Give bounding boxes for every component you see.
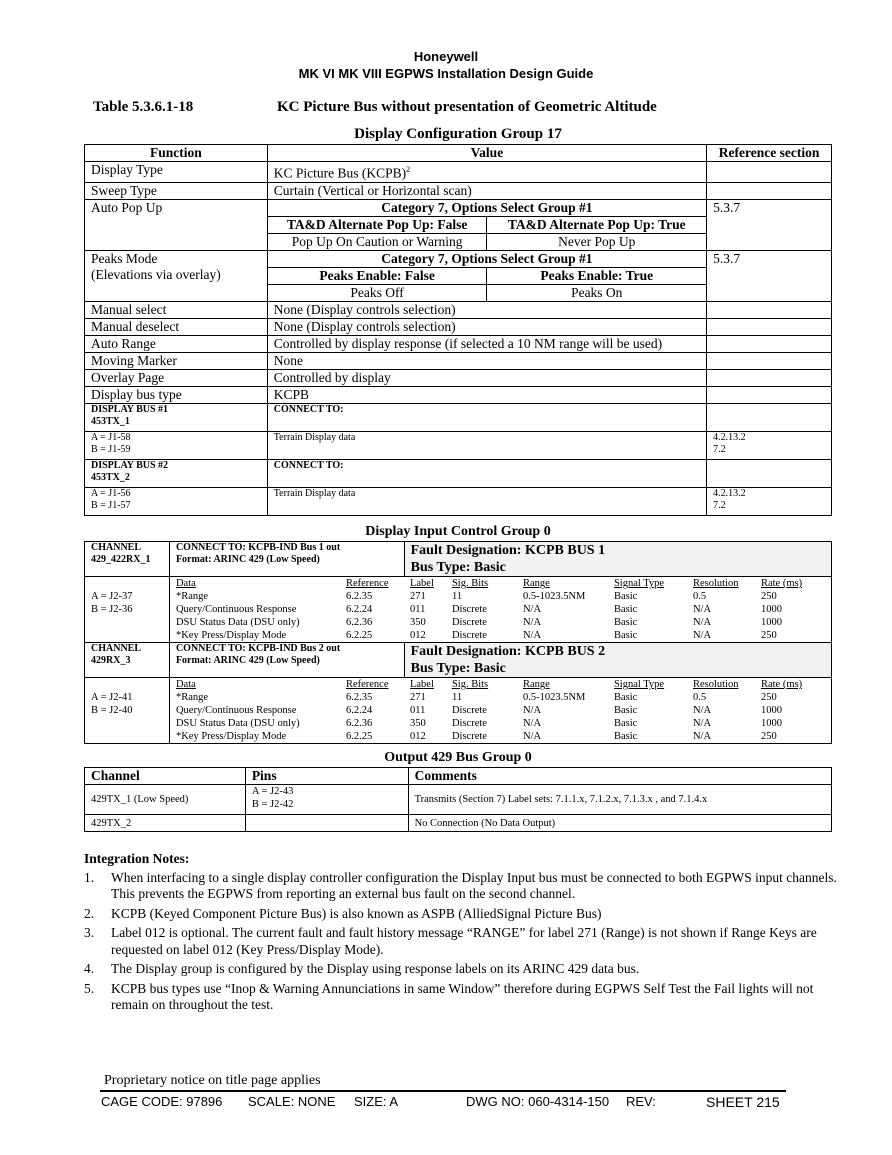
category-heading: Category 7, Options Select Group #1 <box>268 200 706 217</box>
input-group-title: Display Input Control Group 0 <box>365 524 551 539</box>
reference-cell <box>707 386 832 403</box>
table-row <box>85 487 832 515</box>
col-resolution: Resolution <box>692 679 739 690</box>
label-range: N/A <box>522 604 542 615</box>
bus-data-cell: Terrain Display data <box>267 431 706 459</box>
label-reference: 6.2.25 <box>345 630 373 641</box>
pin-b: B = J2-40 <box>91 705 133 716</box>
list-item <box>84 961 844 978</box>
label-reference: 6.2.36 <box>345 718 373 729</box>
table-name: KC Picture Bus without presentation of Geometric Altitude <box>277 99 657 115</box>
label-rate: 250 <box>760 731 777 742</box>
table-row <box>176 730 831 743</box>
label-range: 0.5-1023.5NM <box>522 591 586 602</box>
label-range: N/A <box>522 705 542 716</box>
option-false-value: Peaks Off <box>268 284 487 301</box>
pin-a: A = J1-56 <box>91 487 131 499</box>
label-sig-bits: Discrete <box>451 630 487 641</box>
fault-designation <box>404 542 831 577</box>
channel-id: 429_422RX_1 <box>91 554 151 565</box>
table-row <box>85 403 832 431</box>
reference-cell: 5.3.7 <box>707 250 832 301</box>
reference-cell <box>707 182 832 199</box>
label-resolution: N/A <box>692 604 712 615</box>
reference-1: 4.2.13.2 <box>713 431 746 443</box>
note-number: 4. <box>84 961 95 976</box>
note-text: Label 012 is optional. The current fault and fault history message “RANGE” for label 271 (Range) is not shown if Range Keys are requested on label 012 (Key Press/Display Mode). <box>111 925 817 957</box>
value-cell: Controlled by display response (if selected a 10 NM range will be used) <box>267 335 706 352</box>
channel-cell: 429TX_1 (Low Speed) <box>85 785 246 815</box>
output-table <box>84 767 832 832</box>
options-subtable <box>268 200 706 250</box>
label-sig-bits: Discrete <box>451 617 487 628</box>
label-reference: 6.2.24 <box>345 705 373 716</box>
bus-id: 453TX_2 <box>91 471 130 483</box>
col-header-comments: Comments <box>408 768 831 785</box>
table-row <box>176 691 831 704</box>
table-row <box>85 352 832 369</box>
value-cell <box>267 199 706 250</box>
bus-name: DISPLAY BUS #2 <box>91 459 169 471</box>
channel-data-row <box>85 678 832 744</box>
col-reference: Reference <box>345 578 389 589</box>
option-true-heading: Peaks Enable: True <box>487 267 706 284</box>
note-number: 3. <box>84 925 95 940</box>
connect-to: CONNECT TO: KCPB-IND Bus 1 out <box>175 542 341 553</box>
col-header-function: Function <box>85 145 268 162</box>
col-data: Data <box>175 578 196 589</box>
function-cell: Overlay Page <box>85 369 268 386</box>
label-signal-type: Basic <box>613 591 638 602</box>
label-resolution: N/A <box>692 617 712 628</box>
value-cell: None (Display controls selection) <box>267 318 706 335</box>
table-row <box>176 590 831 603</box>
comment-cell: Transmits (Section 7) Label sets: 7.1.1.x, 7.1.2.x, 7.1.3.x , and 7.1.4.x <box>408 785 831 815</box>
reference-cell <box>707 352 832 369</box>
label-table <box>176 577 831 642</box>
label-signal-type: Basic <box>613 718 638 729</box>
label-rate: 1000 <box>760 617 782 628</box>
pin-a: A = J2-43 <box>251 786 294 797</box>
input-table <box>84 541 832 744</box>
label-number: 011 <box>409 604 426 615</box>
col-reference: Reference <box>345 679 389 690</box>
function-subtext: (Elevations via overlay) <box>91 266 221 282</box>
notes-list <box>84 870 844 1014</box>
label-resolution: 0.5 <box>692 591 707 602</box>
label-number: 350 <box>409 718 426 729</box>
fault-designation-text: Fault Designation: KCPB BUS 2 <box>410 644 606 659</box>
reference-cell <box>707 403 832 431</box>
label-signal-type: Basic <box>613 731 638 742</box>
col-header-reference: Reference section <box>707 145 832 162</box>
label-range: N/A <box>522 617 542 628</box>
label-reference: 6.2.25 <box>345 731 373 742</box>
label-data: Query/Continuous Response <box>175 705 297 716</box>
label-range: N/A <box>522 718 542 729</box>
label-number: 012 <box>409 731 426 742</box>
channel-labels-cell <box>169 678 831 744</box>
pin-a: A = J2-41 <box>91 692 133 703</box>
table-row <box>85 301 832 318</box>
function-cell: Manual deselect <box>85 318 268 335</box>
label-signal-type: Basic <box>613 705 638 716</box>
table-row <box>85 162 832 183</box>
label-data: DSU Status Data (DSU only) <box>175 617 300 628</box>
col-header-pins: Pins <box>245 768 408 785</box>
notes-title: Integration Notes: <box>84 851 190 866</box>
fault-designation <box>404 643 831 678</box>
channel-connect <box>169 542 404 577</box>
col-range: Range <box>522 578 550 589</box>
note-text: The Display group is configured by the Display using response labels on its ARINC 429 data bus. <box>111 961 640 976</box>
col-label: Label <box>409 578 434 589</box>
proprietary-notice: Proprietary notice on title page applies <box>104 1073 321 1088</box>
function-cell: Sweep Type <box>85 182 268 199</box>
label-signal-type: Basic <box>613 604 638 615</box>
table-row <box>85 199 832 250</box>
label-number: 271 <box>409 591 426 602</box>
reference-cell <box>707 162 832 183</box>
note-number: 1. <box>84 869 95 885</box>
channel-label: CHANNEL <box>91 643 142 654</box>
function-cell <box>85 250 268 301</box>
pin-a: A = J1-58 <box>91 431 131 443</box>
label-reference: 6.2.36 <box>345 617 373 628</box>
label-range: 0.5-1023.5NM <box>522 692 586 703</box>
function-text: Peaks Mode <box>91 250 158 266</box>
bus-type-text: Bus Type: Basic <box>410 661 506 676</box>
table-row <box>176 717 831 730</box>
label-resolution: N/A <box>692 718 712 729</box>
col-rate: Rate (ms) <box>760 679 803 690</box>
label-reference: 6.2.35 <box>345 591 373 602</box>
label-table <box>176 678 831 743</box>
pin-b: B = J2-42 <box>251 799 294 810</box>
table-row <box>176 704 831 717</box>
channel-label: CHANNEL <box>91 542 142 553</box>
value-cell: KCPB <box>267 386 706 403</box>
label-data: DSU Status Data (DSU only) <box>175 718 300 729</box>
function-cell: Moving Marker <box>85 352 268 369</box>
function-cell: Auto Pop Up <box>85 199 268 250</box>
label-number: 350 <box>409 617 426 628</box>
label-signal-type: Basic <box>613 630 638 641</box>
display-bus-1-name <box>85 403 268 431</box>
label-rate: 1000 <box>760 604 782 615</box>
reference-1: 4.2.13.2 <box>713 487 746 499</box>
label-data: *Key Press/Display Mode <box>175 731 287 742</box>
config-table <box>84 144 832 516</box>
list-item <box>84 981 844 1014</box>
reference-cell <box>707 369 832 386</box>
connect-to: CONNECT TO: KCPB-IND Bus 2 out <box>175 643 341 654</box>
table-row <box>85 318 832 335</box>
bus-id: 453TX_1 <box>91 415 130 427</box>
channel-labels-cell <box>169 577 831 643</box>
label-signal-type: Basic <box>613 692 638 703</box>
category-heading: Category 7, Options Select Group #1 <box>268 251 706 268</box>
label-rate: 250 <box>760 591 777 602</box>
value-text: KC Picture Bus (KCPB) <box>273 165 407 181</box>
format: Format: ARINC 429 (Low Speed) <box>175 554 320 565</box>
label-sig-bits: Discrete <box>451 604 487 615</box>
note-text: KCPB (Keyed Component Picture Bus) is also known as ASPB (AlliedSignal Picture Bus) <box>111 905 602 921</box>
value-cell: None (Display controls selection) <box>267 301 706 318</box>
pins-cell <box>85 678 170 744</box>
reference-cell <box>707 318 832 335</box>
integration-notes <box>84 851 844 1017</box>
function-cell: Manual select <box>85 301 268 318</box>
channel-id: 429RX_3 <box>91 655 131 666</box>
label-rate: 250 <box>760 630 777 641</box>
scale: SCALE: NONE <box>248 1094 336 1109</box>
note-number: 5. <box>84 980 95 996</box>
bus-name: DISPLAY BUS #1 <box>91 403 169 415</box>
table-row <box>85 785 832 815</box>
label-data: *Key Press/Display Mode <box>175 630 287 641</box>
group-title: Display Configuration Group 17 <box>354 126 562 142</box>
pins-cell <box>85 577 170 643</box>
reference-cell <box>707 431 832 459</box>
label-resolution: N/A <box>692 630 712 641</box>
col-header-channel: Channel <box>85 768 246 785</box>
channel-connect <box>169 643 404 678</box>
output-group-title: Output 429 Bus Group 0 <box>384 750 532 765</box>
channel-data-row <box>85 577 832 643</box>
document-title: MK VI MK VIII EGPWS Installation Design Guide <box>298 66 594 81</box>
list-item <box>84 870 844 903</box>
col-data: Data <box>175 679 196 690</box>
table-row <box>85 369 832 386</box>
note-number: 2. <box>84 905 95 921</box>
pin-b: B = J1-59 <box>91 443 131 455</box>
reference-cell: 5.3.7 <box>707 199 832 250</box>
label-data: *Range <box>175 591 209 602</box>
table-row <box>176 603 831 616</box>
label-number: 271 <box>409 692 426 703</box>
list-item <box>84 925 844 958</box>
table-row <box>176 629 831 642</box>
label-reference: 6.2.24 <box>345 604 373 615</box>
company-name: Honeywell <box>413 49 479 64</box>
label-range: N/A <box>522 731 542 742</box>
connect-to-label: CONNECT TO: <box>267 403 706 431</box>
label-sig-bits: 11 <box>451 591 463 602</box>
col-signal-type: Signal Type <box>613 679 665 690</box>
reference-cell <box>707 487 832 515</box>
option-true-value: Never Pop Up <box>558 233 636 249</box>
reference-cell <box>707 459 832 487</box>
label-sig-bits: Discrete <box>451 718 487 729</box>
label-resolution: N/A <box>692 731 712 742</box>
display-bus-2-name <box>85 459 268 487</box>
connect-to-label: CONNECT TO: <box>267 459 706 487</box>
fault-designation-text: Fault Designation: KCPB BUS 1 <box>410 543 606 558</box>
label-sig-bits: Discrete <box>451 705 487 716</box>
format: Format: ARINC 429 (Low Speed) <box>175 655 320 666</box>
function-cell: Display Type <box>85 162 268 183</box>
channel-cell: 429TX_2 <box>85 815 246 832</box>
reference-cell <box>707 301 832 318</box>
function-cell: Auto Range <box>85 335 268 352</box>
label-range: N/A <box>522 630 542 641</box>
table-row <box>85 386 832 403</box>
list-item <box>84 906 844 923</box>
options-subtable <box>268 251 706 301</box>
label-resolution: 0.5 <box>692 692 707 703</box>
function-cell: Display bus type <box>85 386 268 403</box>
table-row <box>85 459 832 487</box>
reference-2: 7.2 <box>713 443 726 455</box>
label-rate: 1000 <box>760 718 782 729</box>
value-cell: Controlled by display <box>267 369 706 386</box>
option-false-heading: TA&D Alternate Pop Up: False <box>268 216 487 233</box>
bus-data-cell: Terrain Display data <box>267 487 706 515</box>
note-text: KCPB bus types use “Inop & Warning Annunciations in same Window” therefore during EGPWS Self Test the Fail lights will not remain on throughout the test. <box>111 980 814 1012</box>
revision: REV: <box>626 1094 656 1109</box>
col-resolution: Resolution <box>692 578 739 589</box>
col-header-value: Value <box>267 145 706 162</box>
pins-cell <box>85 431 268 459</box>
label-data: *Range <box>175 692 209 703</box>
value-cell: None <box>267 352 706 369</box>
channel-name <box>85 542 170 577</box>
note-text: When interfacing to a single display controller configuration the Display Input bus must be connected to both EGPWS input channels. This prevents the EGPWS from reporting an external bus fault on the second channel. <box>111 869 837 901</box>
label-rate: 1000 <box>760 705 782 716</box>
pin-b: B = J1-57 <box>91 499 131 511</box>
bus-type-text: Bus Type: Basic <box>410 560 506 575</box>
cage-code: CAGE CODE: 97896 <box>101 1094 223 1109</box>
pins-cell <box>245 815 408 832</box>
label-rate: 250 <box>760 692 777 703</box>
value-cell: Curtain (Vertical or Horizontal scan) <box>267 182 706 199</box>
reference-cell <box>707 335 832 352</box>
pins-cell <box>245 785 408 815</box>
option-false-value: Pop Up On Caution or Warning <box>268 233 487 250</box>
col-label: Label <box>409 679 434 690</box>
pins-cell <box>85 487 268 515</box>
label-number: 011 <box>409 705 426 716</box>
table-row <box>85 335 832 352</box>
option-false-heading: Peaks Enable: False <box>268 267 487 284</box>
channel-header-row <box>85 643 832 678</box>
table-row <box>85 431 832 459</box>
label-sig-bits: 11 <box>451 692 463 703</box>
label-number: 012 <box>409 630 426 641</box>
col-signal-type: Signal Type <box>613 578 665 589</box>
comment-cell: No Connection (No Data Output) <box>408 815 831 832</box>
label-data: Query/Continuous Response <box>175 604 297 615</box>
col-sig-bits: Sig. Bits <box>451 679 489 690</box>
table-row <box>85 182 832 199</box>
sheet-number: SHEET 215 <box>706 1094 780 1110</box>
drawing-number: DWG NO: 060-4314-150 <box>466 1094 610 1109</box>
value-cell <box>267 162 706 183</box>
reference-2: 7.2 <box>713 499 726 511</box>
pin-b: B = J2-36 <box>91 604 133 615</box>
table-row <box>85 815 832 832</box>
option-true-value: Peaks On <box>571 284 623 300</box>
table-row <box>176 616 831 629</box>
footer-rule <box>100 1090 786 1092</box>
label-resolution: N/A <box>692 705 712 716</box>
label-signal-type: Basic <box>613 617 638 628</box>
channel-name <box>85 643 170 678</box>
size: SIZE: A <box>354 1094 399 1109</box>
label-reference: 6.2.35 <box>345 692 373 703</box>
value-cell <box>267 250 706 301</box>
table-row <box>85 250 832 301</box>
col-range: Range <box>522 679 550 690</box>
option-true-heading: TA&D Alternate Pop Up: True <box>487 216 706 233</box>
pin-a: A = J2-37 <box>91 591 133 602</box>
channel-header-row <box>85 542 832 577</box>
table-number: Table 5.3.6.1-18 <box>93 99 194 115</box>
label-sig-bits: Discrete <box>451 731 487 742</box>
col-rate: Rate (ms) <box>760 578 803 589</box>
footnote-ref: 2 <box>406 165 411 174</box>
col-sig-bits: Sig. Bits <box>451 578 489 589</box>
